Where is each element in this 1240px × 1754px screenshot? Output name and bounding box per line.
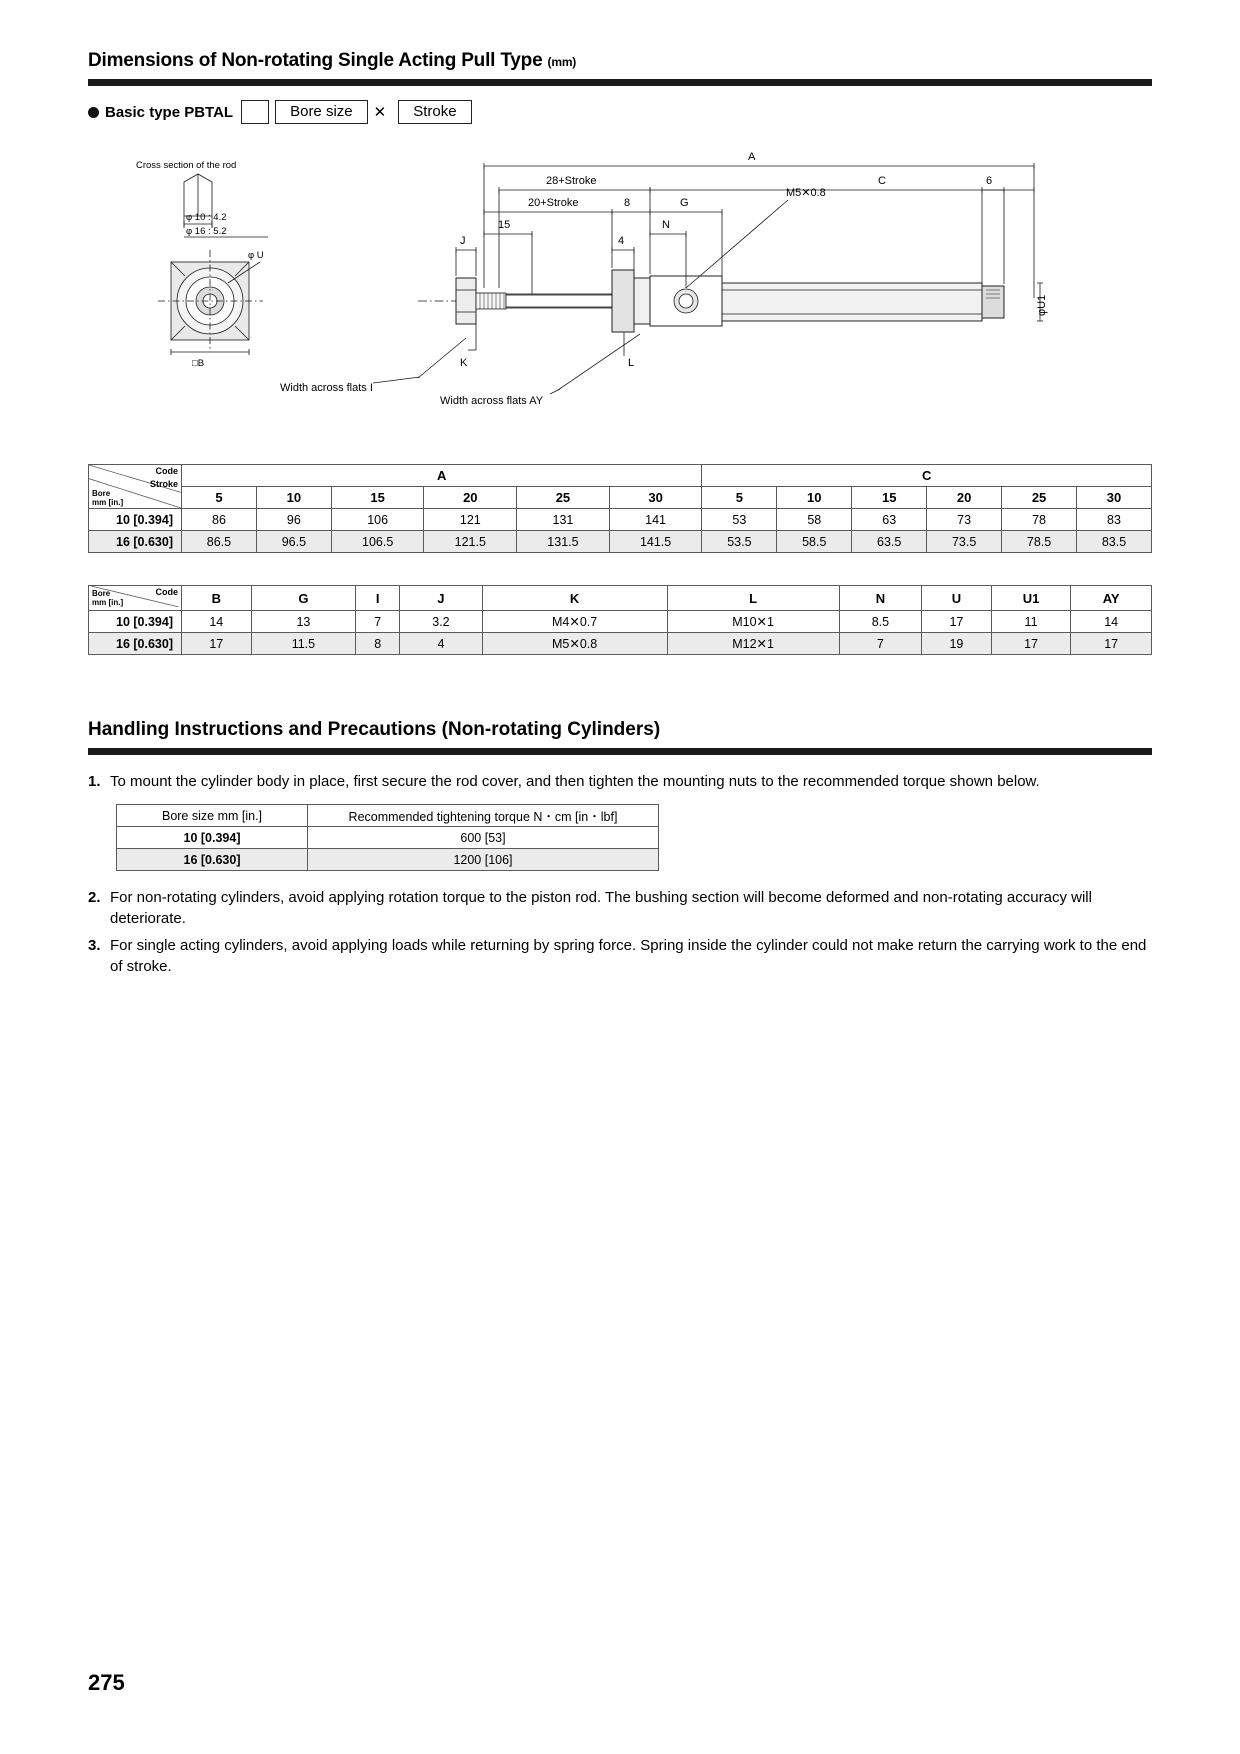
bore-size-box: Bore size: [275, 100, 368, 124]
svg-text:L: L: [628, 357, 635, 369]
page-title-unit: (mm): [547, 55, 577, 69]
note-2-number: 2.: [88, 889, 101, 906]
table-codes-row1-v3: 4: [400, 633, 482, 655]
svg-text:28+Stroke: 28+Stroke: [546, 175, 597, 187]
table-ac-row1-a0: 86.5: [182, 531, 257, 553]
table-ac-row0-a2: 106: [331, 509, 424, 531]
table-ac-row1-c3: 73.5: [927, 531, 1002, 553]
table-ac-row0-c4: 78: [1002, 509, 1077, 531]
table-codes-row0-v8: 11: [991, 611, 1071, 633]
table-ac-group-header-row: [89, 465, 1152, 487]
svg-text:A: A: [748, 151, 756, 163]
table-ac-row1-a4: 131.5: [517, 531, 610, 553]
torque-row0-bore: 10 [0.394]: [117, 827, 308, 849]
note-1-text: To mount the cylinder body in place, first secure the rod cover, and then tighten the mounting nuts to the recommended torque shown below.: [110, 773, 1040, 790]
table-ac-row1-a1: 96.5: [256, 531, 331, 553]
table-codes-row1-v2: 8: [356, 633, 400, 655]
svg-text:N: N: [662, 219, 670, 231]
table-ac-group-c: C: [702, 465, 1152, 487]
svg-text:C: C: [878, 175, 886, 187]
svg-text:8: 8: [624, 197, 631, 209]
title-divider: [88, 79, 1152, 86]
table-codes-row0-v2: 7: [356, 611, 400, 633]
table-ac-row0-a5: 141: [609, 509, 702, 531]
page-title-text: Dimensions of Non-rotating Single Acting Pull Type: [88, 50, 543, 71]
table-ac-row0-a4: 131: [517, 509, 610, 531]
table-ac-row1-bore: 16 [0.630]: [89, 531, 182, 553]
table-ac-c-col-2: 15: [852, 487, 927, 509]
technical-drawing: [88, 138, 1152, 428]
table-ac-row0-a1: 96: [256, 509, 331, 531]
multiply-symbol: ✕: [373, 104, 387, 121]
table-codes-header-row: [89, 586, 1152, 611]
table-ac-a-col-2: 15: [331, 487, 424, 509]
table-codes-row1-v0: 17: [182, 633, 252, 655]
svg-text:φ U: φ U: [248, 250, 264, 261]
table-ac-row0-c2: 63: [852, 509, 927, 531]
svg-text:20+Stroke: 20+Stroke: [528, 197, 579, 209]
table-ac-a-col-0: 5: [182, 487, 257, 509]
table-ac-row0-bore: 10 [0.394]: [89, 509, 182, 531]
handling-divider: [88, 748, 1152, 755]
model-code-blank-box: [241, 100, 269, 124]
table-codes-row1-v8: 17: [991, 633, 1071, 655]
basic-type-label: Basic type PBTAL: [105, 103, 234, 121]
list-item: [88, 771, 1152, 792]
page-number: 275: [88, 1670, 125, 1695]
svg-text:φ 16 : 5.2: φ 16 : 5.2: [186, 226, 227, 237]
page-title: [88, 50, 1152, 72]
svg-text:□B: □B: [192, 358, 205, 369]
table-ac-row1-c2: 63.5: [852, 531, 927, 553]
table-row: [117, 827, 659, 849]
table-ac-row1-c4: 78.5: [1002, 531, 1077, 553]
table-codes-row0-v9: 14: [1071, 611, 1152, 633]
torque-row0-value: 600 [53]: [308, 827, 659, 849]
list-item: [88, 887, 1152, 929]
torque-row1-value: 1200 [106]: [308, 849, 659, 871]
table-ac-row1-a5: 141.5: [609, 531, 702, 553]
table-codes-col-AY: AY: [1071, 586, 1152, 611]
table-ac-row1-a3: 121.5: [424, 531, 517, 553]
torque-table-header-row: [117, 805, 659, 827]
table-ac-c-col-0: 5: [702, 487, 777, 509]
svg-text:φ 10 : 4.2: φ 10 : 4.2: [186, 212, 227, 223]
table-codes-row0-v1: 13: [251, 611, 356, 633]
table-ac-row0-c5: 83: [1077, 509, 1152, 531]
table-ac-stroke-label: Stroke: [149, 479, 178, 489]
table-codes-col-N: N: [839, 586, 921, 611]
dimensions-table-ac: [88, 464, 1152, 553]
handling-notes-continued: [88, 887, 1152, 977]
table-ac-a-col-1: 10: [256, 487, 331, 509]
list-item: [88, 935, 1152, 977]
table-codes-bore-label: Bore mm [in.]: [92, 589, 124, 607]
note-2-text: For non-rotating cylinders, avoid applying rotation torque to the piston rod. The bushing section will become deformed and non-rotating accuracy will deteriorate.: [110, 889, 1092, 927]
bullet-icon: [88, 107, 99, 118]
torque-table: [116, 804, 659, 871]
table-ac-row1-c5: 83.5: [1077, 531, 1152, 553]
table-ac-row0-a3: 121: [424, 509, 517, 531]
table-codes-row1-v6: 7: [839, 633, 921, 655]
svg-text:K: K: [460, 357, 468, 369]
table-codes-row1-bore: 16 [0.630]: [89, 633, 182, 655]
table-codes-row0-v7: 17: [922, 611, 992, 633]
table-codes-row1-v5: M12✕1: [667, 633, 839, 655]
basic-type-row: [88, 100, 1152, 124]
table-ac-row1-c1: 58.5: [777, 531, 852, 553]
table-codes-row0-v6: 8.5: [839, 611, 921, 633]
torque-row1-bore: 16 [0.630]: [117, 849, 308, 871]
table-codes-code-label: Code: [155, 587, 178, 597]
note-3-number: 3.: [88, 937, 101, 954]
table-codes-row0-v3: 3.2: [400, 611, 482, 633]
stroke-box: Stroke: [398, 100, 471, 124]
table-ac-bore-label: Bore mm [in.]: [92, 489, 124, 507]
table-ac-a-col-3: 20: [424, 487, 517, 509]
table-row: [89, 509, 1152, 531]
handling-title: Handling Instructions and Precautions (Non-rotating Cylinders): [88, 719, 661, 740]
table-row: [89, 633, 1152, 655]
table-ac-group-a: A: [182, 465, 702, 487]
table-ac-a-col-5: 30: [609, 487, 702, 509]
handling-notes: [88, 771, 1152, 792]
table-row: [117, 849, 659, 871]
table-codes-row0-bore: 10 [0.394]: [89, 611, 182, 633]
page-content: [88, 0, 1152, 977]
table-ac-c-col-3: 20: [927, 487, 1002, 509]
table-codes-col-G: G: [251, 586, 356, 611]
svg-text:M5✕0.8: M5✕0.8: [786, 187, 826, 199]
note-1-number: 1.: [88, 773, 101, 790]
table-ac-row0-c1: 58: [777, 509, 852, 531]
table-codes-col-U: U: [922, 586, 992, 611]
dimensions-table-codes: [88, 585, 1152, 655]
table-codes-col-J: J: [400, 586, 482, 611]
table-ac-corner-cell: [89, 465, 182, 509]
torque-header-bore: Bore size mm [in.]: [117, 805, 308, 827]
svg-text:15: 15: [498, 219, 511, 231]
torque-header-torque: Recommended tightening torque N・cm [in・lbf]: [308, 805, 659, 827]
svg-text:J: J: [460, 235, 466, 247]
table-ac-row1-c0: 53.5: [702, 531, 777, 553]
table-codes-col-L: L: [667, 586, 839, 611]
table-codes-col-B: B: [182, 586, 252, 611]
table-codes-corner-cell: [89, 586, 182, 611]
table-ac-row1-a2: 106.5: [331, 531, 424, 553]
table-codes-row1-v1: 11.5: [251, 633, 356, 655]
table-codes-row1-v4: M5✕0.8: [482, 633, 667, 655]
table-row: [89, 531, 1152, 553]
table-ac-stroke-header-row: [89, 487, 1152, 509]
table-ac-a-col-4: 25: [517, 487, 610, 509]
table-ac-row0-a0: 86: [182, 509, 257, 531]
note-3-text: For single acting cylinders, avoid applying loads while returning by spring force. Spring inside the cylinder could not make return the carrying work to the end of stroke.: [110, 937, 1147, 975]
svg-text:4: 4: [618, 235, 625, 247]
table-codes-col-I: I: [356, 586, 400, 611]
table-codes-col-K: K: [482, 586, 667, 611]
svg-text:6: 6: [986, 175, 993, 187]
table-codes-row0-v0: 14: [182, 611, 252, 633]
table-ac-row0-c0: 53: [702, 509, 777, 531]
table-ac-code-label: Code: [155, 466, 178, 476]
table-ac-c-col-1: 10: [777, 487, 852, 509]
table-codes-row1-v9: 17: [1071, 633, 1152, 655]
table-ac-c-col-4: 25: [1002, 487, 1077, 509]
table-ac-row0-c3: 73: [927, 509, 1002, 531]
svg-text:G: G: [680, 197, 689, 209]
table-row: [89, 611, 1152, 633]
table-codes-row0-v4: M4✕0.7: [482, 611, 667, 633]
svg-text:Cross section of the rod: Cross section of the rod: [136, 160, 237, 171]
table-codes-row0-v5: M10✕1: [667, 611, 839, 633]
table-ac-c-col-5: 30: [1077, 487, 1152, 509]
svg-text:Width across flats AY: Width across flats AY: [440, 395, 544, 407]
svg-text:Width across flats I: Width across flats I: [280, 382, 373, 394]
svg-text:φU1: φU1: [1036, 294, 1048, 316]
table-codes-row1-v7: 19: [922, 633, 992, 655]
table-codes-col-U1: U1: [991, 586, 1071, 611]
